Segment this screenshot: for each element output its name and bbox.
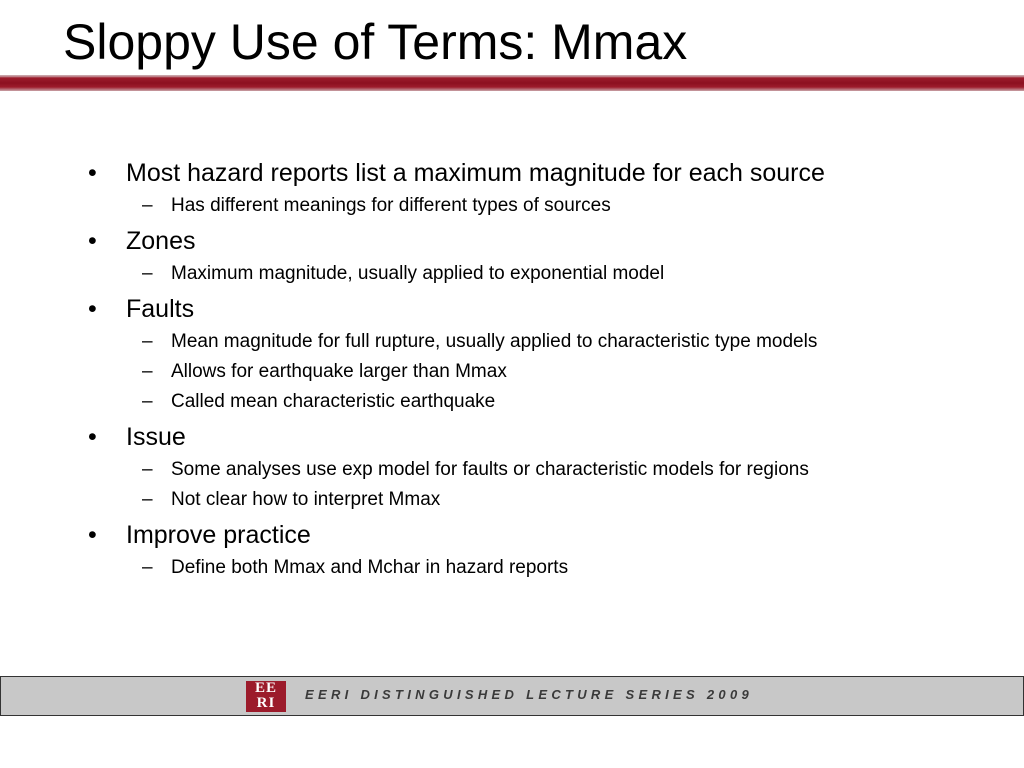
bullet-item: [0, 420, 1024, 454]
bullet-text: Issue: [126, 423, 186, 451]
sub-bullet-text: Define both Mmax and Mchar in hazard reports: [171, 557, 569, 578]
sub-bullet-item: [0, 360, 891, 383]
dash-icon: –: [142, 263, 153, 284]
bullet-icon: •: [88, 159, 97, 187]
bullet-text: Improve practice: [126, 521, 311, 549]
sub-bullet-text: Called mean characteristic earthquake: [171, 391, 496, 412]
dash-icon: –: [142, 391, 153, 412]
eeri-logo: [246, 681, 286, 712]
sub-bullet-text: Maximum magnitude, usually applied to exponential model: [171, 263, 665, 284]
bullet-text: Zones: [126, 227, 196, 255]
sub-bullet-item: [0, 262, 891, 285]
dash-icon: –: [142, 489, 153, 510]
sub-bullet-text: Has different meanings for different types of sources: [171, 195, 611, 216]
sub-bullet-item: [0, 488, 891, 511]
bullet-icon: •: [88, 423, 97, 451]
bullet-item: [0, 156, 1024, 190]
dash-icon: –: [142, 557, 153, 578]
sub-bullet-item: [0, 556, 891, 579]
dash-icon: –: [142, 361, 153, 382]
dash-icon: –: [142, 459, 153, 480]
dash-icon: –: [142, 195, 153, 216]
sub-bullet-item: [0, 330, 891, 353]
sub-bullet-text: Mean magnitude for full rupture, usually applied to characteristic type models: [171, 331, 818, 352]
bullet-item: [0, 224, 1024, 258]
bullet-icon: •: [88, 227, 97, 255]
slide-title: Sloppy Use of Terms: Mmax: [63, 14, 688, 70]
bullet-item: [0, 292, 1024, 326]
dash-icon: –: [142, 331, 153, 352]
slide-footer: [0, 676, 1024, 716]
bullet-text: Faults: [126, 295, 195, 323]
sub-bullet-item: [0, 390, 891, 413]
bullet-icon: •: [88, 521, 97, 549]
bullet-icon: •: [88, 295, 97, 323]
sub-bullet-text: Some analyses use exp model for faults or characteristic models for regions: [171, 459, 809, 480]
logo-text-top: EE: [254, 680, 277, 696]
sub-bullet-text: Allows for earthquake larger than Mmax: [171, 361, 507, 382]
sub-bullet-item: [0, 194, 891, 217]
bullet-item: [0, 518, 1024, 552]
logo-text-bottom: RI: [256, 695, 276, 711]
slide-body: [0, 156, 1024, 579]
sub-bullet-item: [0, 458, 971, 481]
sub-bullet-text: Not clear how to interpret Mmax: [171, 489, 441, 510]
title-divider: [0, 75, 1024, 91]
bullet-text: Most hazard reports list a maximum magnitude for each source: [126, 159, 825, 187]
footer-series-title: EERI DISTINGUISHED LECTURE SERIES 2009: [305, 687, 754, 702]
